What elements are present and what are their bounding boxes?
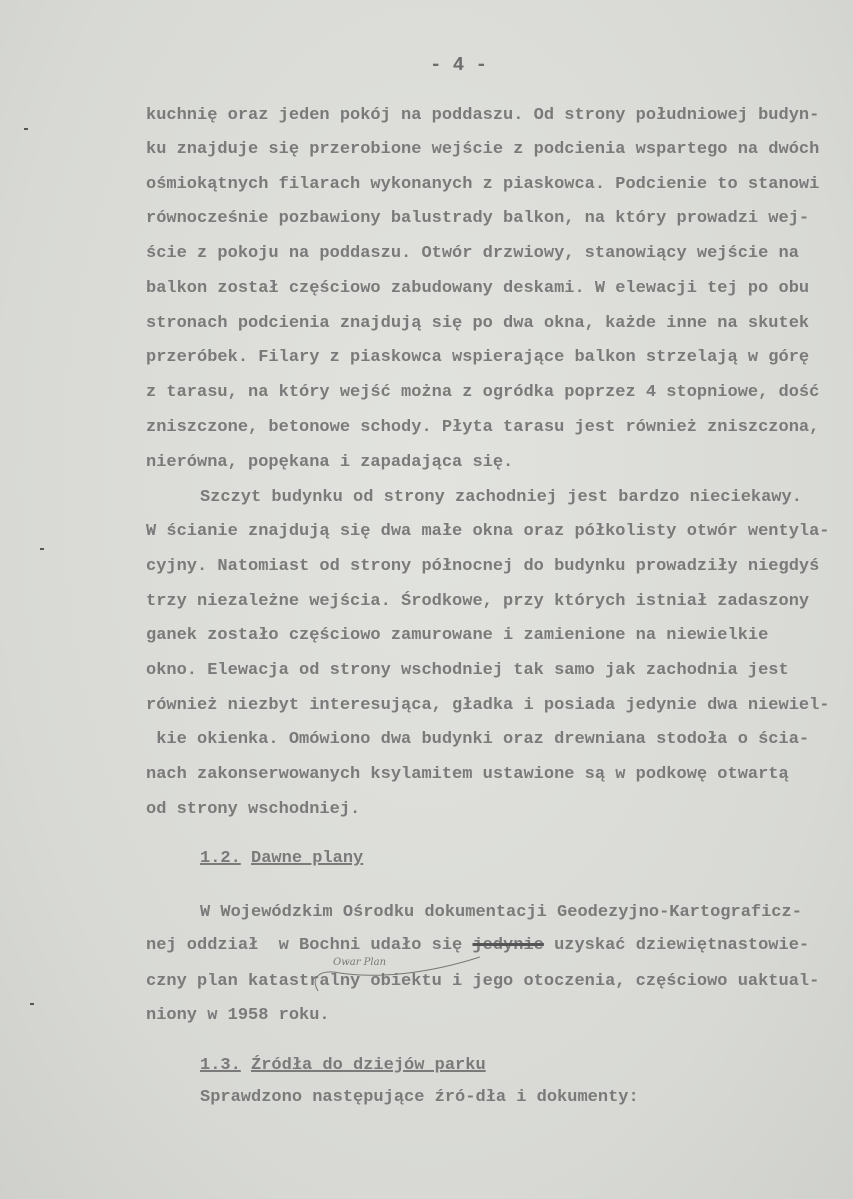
text-line: z tarasu, na który wejść można z ogródka poprzez 4 stopniowe, dość bbox=[146, 383, 820, 402]
text-line: od strony wschodniej. bbox=[146, 800, 361, 819]
text-line: również niezbyt interesująca, gładka i posiada jedynie dwa niewiel- bbox=[146, 696, 830, 715]
text-line bbox=[146, 936, 809, 956]
text-line: ganek zostało częściowo zamurowane i zamienione na niewielkie bbox=[146, 626, 769, 645]
heading-number: 1.2. bbox=[200, 849, 241, 868]
text-line: okno. Elewacja od strony wschodniej tak samo jak zachodnia jest bbox=[146, 661, 789, 680]
text-line: W Wojewódzkim Ośrodku dokumentacji Geodezyjno-Kartograficz- bbox=[200, 903, 802, 922]
text-line: ście z pokoju na poddaszu. Otwór drzwiowy, stanowiący wejście na bbox=[146, 244, 799, 263]
text-line: nach zakonserwowanych ksylamitem ustawione są w podkowę otwartą bbox=[146, 765, 789, 784]
text-line: W ścianie znajdują się dwa małe okna oraz półkolisty otwór wentyla- bbox=[146, 522, 830, 541]
text-line: niony w 1958 roku. bbox=[146, 1006, 330, 1025]
text-line: równocześnie pozbawiony balustrady balkon, na który prowadzi wej- bbox=[146, 209, 810, 228]
margin-mark bbox=[40, 548, 44, 550]
text-line: nierówna, popękana i zapadająca się. bbox=[146, 453, 514, 472]
text-line: stronach podcienia znajdują się po dwa okna, każde inne na skutek bbox=[146, 314, 810, 333]
heading-number: 1.3. bbox=[200, 1056, 241, 1075]
text-line: czny plan katastralny obiektu i jego otoczenia, częściowo uaktual- bbox=[146, 972, 820, 991]
handwritten-note: Owar Plan bbox=[333, 957, 387, 968]
text-line: Szczyt budynku od strony zachodniej jest bardzo nieciekawy. bbox=[200, 488, 802, 507]
struck-word: jedynie bbox=[472, 936, 544, 955]
text-line: cyjny. Natomiast od strony północnej do budynku prowadziły niegdyś bbox=[146, 557, 820, 576]
heading-title: Dawne plany bbox=[251, 849, 364, 868]
text-segment: nej oddział w Bochni udało się bbox=[146, 936, 473, 955]
text-line: kie okienka. Omówiono dwa budynki oraz drewniana stodoła o ścia- bbox=[146, 730, 810, 749]
section-heading-1-2 bbox=[200, 849, 363, 869]
margin-mark bbox=[30, 1003, 34, 1005]
heading-title: Źródła do dziejów parku bbox=[251, 1056, 486, 1075]
text-line: Sprawdzono następujące źró-dła i dokumenty: bbox=[200, 1088, 639, 1107]
text-line: przeróbek. Filary z piaskowca wspierające balkon strzelają w górę bbox=[146, 348, 810, 367]
text-line: balkon został częściowo zabudowany deskami. W elewacji tej po obu bbox=[146, 279, 810, 298]
handwritten-bracket bbox=[300, 955, 490, 995]
page-number: - 4 - bbox=[430, 54, 488, 76]
text-line: zniszczone, betonowe schody. Płyta tarasu jest również zniszczona, bbox=[146, 418, 820, 437]
text-segment: uzyskać dziewiętnastowie- bbox=[543, 936, 810, 955]
section-heading-1-3 bbox=[200, 1056, 486, 1076]
text-line: ośmiokątnych filarach wykonanych z piaskowca. Podcienie to stanowi bbox=[146, 175, 820, 194]
text-line: kuchnię oraz jeden pokój na poddaszu. Od strony południowej budyn- bbox=[146, 106, 820, 125]
text-line: ku znajduje się przerobione wejście z podcienia wspartego na dwóch bbox=[146, 140, 820, 159]
text-line: trzy niezależne wejścia. Środkowe, przy których istniał zadaszony bbox=[146, 592, 810, 611]
margin-mark bbox=[24, 128, 28, 130]
